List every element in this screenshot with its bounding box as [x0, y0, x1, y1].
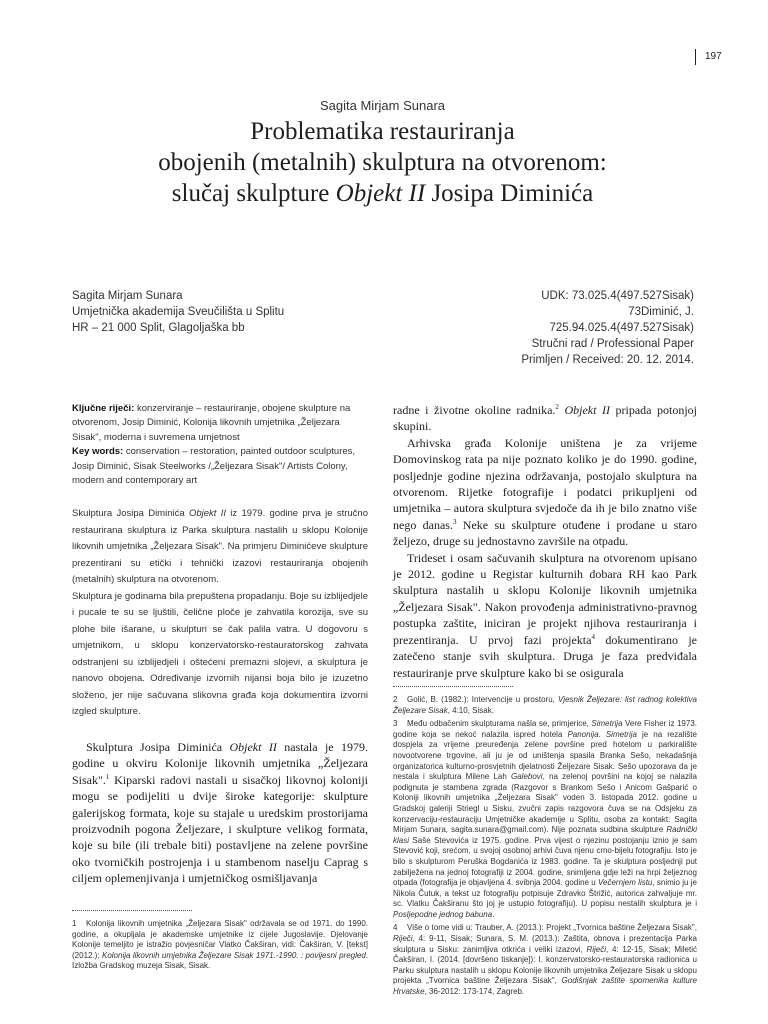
footnote-number: 2 — [393, 695, 398, 704]
abstract-text: iz 1979. godine prva je stručno restaurirana skulptura iz Parka skulptura nastalih u sklopu Kolonije likovnih umjetnika „Željezara Sisak". Na primjeru Diminićeve skulpture prezentirani su etički i tehnički izazovi restauriranja obojenih (metalnih) skulptura na otvorenom. — [72, 508, 369, 586]
footnote-italic: Godišnjak zaštite spomenika kulture Hrvatske — [393, 976, 697, 997]
body-italic: Objekt II — [558, 403, 610, 417]
footnote-text: . Izložba Gradskog muzeja Sisak, Sisak. — [72, 950, 369, 971]
footnote-text: Kolonija likovnih umjetnika „Željezara Sisak" održavala se od 1971. do 1990. godine, a okupljala je akademske umjetnike iz cijele Jugoslavije. Djelovanje Kolonije temeljito je istražio povjesničar Vlatko Čakširan, vidi: Čakširan, V. [tekst] (2012.): — [72, 919, 368, 960]
keywords-en-text: conservation – restoration, painted outdoor sculptures, Josip Diminić, Sisak Steelworks /„Željezara Sisak"/ Artists Colony, modern and contemporary art — [72, 446, 356, 487]
body-paragraph — [393, 402, 697, 435]
footnote-text: , na zelenoj površini na kojoj se nalazila podignuta je stambena zgrada (Razgovor s Brankom Sešo i Anicom Gašparić o Koloniji likovnih umjetnika „Željezara Sisak" voden 3. listopada 2012. godine u Gradskoj galeriji Striegl u Sisku, zvučni zapis razgovora čuva se na Odsjeku za konzervaciju-restauraciju Umjetničke akademije u Splitu, osoba za kontakt: Sagita Mirjam Sunara, sagita.sunara@gmail.com). Nije poznata sudbina skulpture — [393, 772, 698, 835]
meta-line: Stručni rad / Professional Paper — [531, 338, 694, 350]
body-paragraph — [72, 739, 368, 887]
title-line-1: Problematika restauriranja — [250, 118, 515, 145]
footnote-ref: 2 — [555, 403, 559, 411]
footnote-text: , 4: 12-15, Sisak; Miletić Čakširan, I. (2014. [dovršeno tiskanje]): I. konzervatorsko-restauratorska radionica u Parku skulptura nastalih u sklopu Kolonije likovnih umjetnika Željezare Sisak u sklopu projekta „Tvornica baštine Željezara Sisak", — [393, 944, 697, 986]
title-line-3 — [70, 178, 695, 209]
footnotes-right — [393, 686, 697, 1001]
footnote-rule — [393, 686, 513, 687]
body-text: Skulptura Josipa Diminića — [86, 739, 230, 754]
footnote-ref: 4 — [591, 632, 595, 641]
footnote-text: . — [598, 729, 606, 739]
footnote-italic: Galebovi — [511, 772, 543, 782]
abstract-paragraph-2: Skulptura je godinama bila prepuštena propadanju. Boje su izblijedjele i pucale te su se ljuštili, čelične ploče je zahvatila korozija, sve su plohe bile išarane, u skulpturi se čak palila vatra. U dogovoru s umjetnikom, u sklopu konzervatorsko-restauratorskog zahvata odstranjeni su izblijedjeli i oštećeni premazni slojevi, a skulptura je nanovo obojena. Određivanje izvornih nijansi boja bilo je izuzetno složeno, jer nije sačuvana slikovna građa koja dokumentira izvorni izgled skulpture. — [72, 590, 368, 718]
footnote-text: . — [492, 909, 495, 919]
affiliation-line: HR – 21 000 Split, Glagoljaška bb — [72, 322, 245, 334]
affiliation-line: Sagita Mirjam Sunara — [72, 290, 183, 302]
footnote-4 — [393, 923, 697, 997]
footnote-ref: 3 — [452, 517, 457, 526]
footnote-text: , 4: 9-11, Sisak; Sunara, S. M. (2013.): Zaštita, obnova i prezentacija Parka skulptura u Sisku: zanimljiva otkrića i veliki izazovi, — [393, 934, 697, 954]
right-column — [393, 402, 697, 681]
body-text: nastala je 1979. godine u okviru Kolonije likovnih umjetnika „Željezara Sisak". — [72, 739, 368, 787]
body-text-left — [72, 739, 368, 887]
body-text: Trideset i osam sačuvanih skulptura na otvorenom upisano je 2012. godine u Registar kulturnih dobara RH kao Park skulptura nastalih u sklopu Kolonije likovnih umjetnika „Željezara Sisak". Nakon provođenja administrativno-pravnog postupka zaštite, iniciran je projekt njihova restauriranja i prezentiranja. U prvoj fazi projekta — [393, 550, 697, 647]
title-line-2: obojenih (metalnih) skulptura na otvorenom: — [158, 149, 607, 176]
page-number: 197 — [695, 49, 722, 65]
article-meta — [521, 288, 694, 368]
footnote-italic: Panonija — [567, 729, 599, 739]
footnote-italic: Riječi — [586, 944, 607, 954]
footnotes-left — [72, 910, 368, 975]
header-author: Sagita Mirjam Sunara — [320, 98, 445, 113]
body-italic: Objekt II — [229, 739, 277, 754]
body-paragraph — [393, 550, 697, 681]
keywords-en — [72, 445, 368, 488]
body-paragraph — [393, 435, 697, 550]
footnote-italic: Vjesnik Željezare: list radnog kolektiva Željezare Sisak — [393, 695, 697, 715]
body-text: radne i životne okoline radnika. — [393, 403, 556, 417]
footnote-1 — [72, 919, 368, 972]
footnote-text: , 4:10, Sisak. — [447, 705, 494, 715]
keywords-hr-text: konzerviranje – restauriranje, obojene skulpture na otvorenom, Josip Diminić, Kolonija likovnih umjetnika „Željezara Sisak", moderna i suvremena umjetnost — [72, 403, 351, 443]
footnote-text: Golić, B. (1982.): Intervencije u prostoru, — [407, 695, 558, 704]
title-line-3-post: Josipa Diminića — [425, 180, 594, 207]
footnote-number: 1 — [72, 919, 77, 928]
footnote-italic: Riječi — [393, 934, 413, 944]
abstract-text: Skulptura Josipa Diminića — [72, 508, 189, 520]
footnote-2 — [393, 695, 697, 716]
meta-line: 73Diminić, J. — [628, 306, 694, 318]
footnote-text: , snimio ju je Nikola Čutuk, a tekst uz fotografiju potpisuje Zdravko Štrižić, autorica zahvaljuje mr. sc. Vlatku Čakširanu što joj je ustupio fotografiju). U popisu nestalih skulptura je i — [393, 878, 697, 909]
footnote-number: 4 — [393, 923, 398, 933]
affiliation-line: Umjetnička akademija Sveučilišta u Splitu — [72, 306, 285, 318]
keywords-hr — [72, 402, 368, 445]
abstract-paragraph-1 — [72, 506, 368, 589]
footnote-ref: 1 — [105, 772, 110, 781]
footnote-text: , 36-2012: 173-174, Zagreb. — [424, 987, 525, 997]
footnote-italic: Simetrija — [605, 729, 637, 739]
footnote-italic: Simetrija — [591, 719, 623, 729]
body-text: Kiparski radovi nastali u sisačkoj likovnoj koloniji mogu se podijeliti u dvije široke kategorije: skulpture galerijskog formata, koje su stajale u uredskim prostorijama proizvodnih pogona Željezare, i skulpture velikog formata, koje su bile (ili trebale biti) postavljene na zelene površine oko tvorničkih postrojenja i u stambenom naselju Caprag s ciljem oplemenjivanja i umjetničkog osmišljavanja — [72, 772, 368, 886]
body-text: Arhivska građa Kolonije uništena je za vrijeme Domovinskog rata pa nije poznato koliko je do 1990. godine, posljednje godine njezina održavanja, postojalo skulptura na otvorenom. Rijetke fotografije i podatci prikupljeni od umjetnika – autora skulptura svjedoče da ih je bilo znatno više nego danas. — [393, 435, 697, 532]
footnote-rule — [72, 910, 192, 911]
title-line-3-pre: slučaj skulpture — [171, 180, 336, 207]
keywords-en-label: Key words: — [72, 446, 124, 458]
author-affiliation — [72, 288, 284, 336]
left-column — [72, 402, 368, 887]
abstract — [72, 506, 368, 721]
article-header — [70, 98, 695, 209]
footnote-text: Saše Stevovića iz 1975. godine. Prva vijest o njezinu postojanju iznio je sam Stevović koji, srećom, u svojoj osobnoj arhivi čuva njenu crno-bijelu fotografiju. Isto je bilo s skulpturom Peruška Bogdanića iz 1983. godine. Ta je skulptura posljednji put zabilježena na jednoj fotografiji iz 2004. godine, snimljena gdje leži na hrpi željeznog otpada (fotografija je objavljena 4. svibnja 2004. godine u — [393, 835, 697, 888]
footnote-italic: Večernjem listu — [597, 878, 653, 888]
title-line-3-italic: Objekt II — [335, 180, 426, 207]
footnote-text: Više o tome vidi u: Trauber, A. (2013.): Projekt „Tvornica baštine Željezara Sisak", — [407, 923, 697, 933]
footnote-text: je na rezalište dospjela za vrijeme preuređenja zelene površine pred hotelom u parkiralište novootvorene trgovine, ali ju je od uništenja spasila Branka Sešo, nekadašnja organizatorica kulturno-prosvjetnih djelatnosti Željezare Sisak. Sešo upozorava da je nestala i skulptura Milene Lah — [393, 729, 697, 782]
footnote-3 — [393, 719, 697, 920]
footnote-italic: Radnički klasi — [393, 825, 697, 845]
meta-line: UDK: 73.025.4(497.527Sisak) — [541, 290, 694, 302]
meta-line: 725.94.025.4(497.527Sisak) — [549, 322, 694, 334]
keywords-hr-label: Ključne riječi: — [72, 403, 135, 414]
footnote-number: 3 — [393, 719, 398, 729]
meta-line: Primljen / Received: 20. 12. 2014. — [521, 354, 694, 366]
footnote-text: Vere Fisher iz 1973. godine koja se nekoć nalazila ispred hotela — [393, 719, 698, 739]
footnote-italic: Kolonija likovnih umjetnika Željezare Sisak 1971.-1990. : povijesni pregled — [101, 950, 366, 960]
body-text: dokumentirano je zatečeno stanje svih skulptura. Druga je faza predviđala restauriranje prve skulpture kako bi se osigurala — [393, 632, 698, 680]
body-text: pripada potonjoj skupini. — [393, 403, 697, 434]
footnote-text: Među odbačenim skulpturama našla se, primjerice, — [407, 719, 592, 729]
abstract-italic: Objekt II — [188, 508, 226, 520]
body-text: Neke su skulpture otuđene i prodane u staro željezo, druge su jednostavno završile na otpadu. — [393, 517, 697, 549]
footnote-italic: Posljepodne jednog babuna — [393, 909, 493, 919]
